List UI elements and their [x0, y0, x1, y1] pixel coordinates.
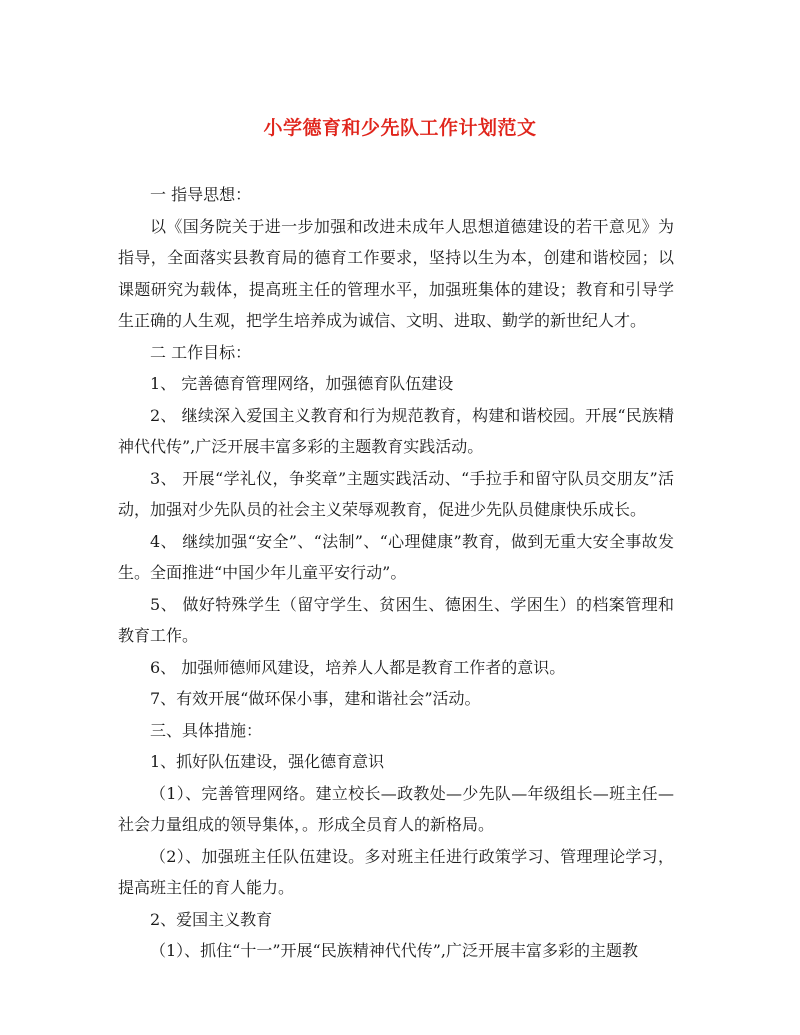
- goal-item-2: 2、 继续深入爱国主义教育和行为规范教育，构建和谐校园。开展“民族精神代代传”,广泛开展丰富多彩的主题教育实践活动。: [118, 405, 674, 456]
- document-title: 小学德育和少先队工作计划范文: [263, 117, 537, 139]
- goal-item-5: 5、 做好特殊学生（留守学生、贫困生、德困生、学困生）的档案管理和教育工作。: [118, 594, 674, 645]
- section-heading-work-goals: 二 工作目标：: [150, 342, 252, 362]
- paragraph-guiding-ideology: 以《国务院关于进一步加强和改进未成年人思想道德建设的若干意见》为指导，全面落实县教育局的德育工作要求，坚持以生为本，创建和谐校园；以课题研究为载体，提高班主任的管理水平，加强班集体的建设；教育和引导学生正确的人生观，把学生培养成为诚信、文明、进取、勤学的新世纪人才。: [118, 216, 674, 330]
- section-heading-guiding-ideology: 一 指导思想：: [150, 185, 252, 204]
- measure-heading-1: 1、抓好队伍建设，强化德育意识: [150, 752, 385, 771]
- document-body: [118, 179, 674, 967]
- measure-item-2-1: （1）、抓住“十一”开展“民族精神代代传”,广泛开展丰富多彩的主题教: [150, 941, 638, 960]
- goal-item-4: 4、 继续加强“安全”、“法制”、“心理健康”教育，做到无重大安全事故发生。全面推进“中国少年儿童平安行动”。: [118, 531, 674, 582]
- goal-item-1: 1、 完善德育管理网络，加强德育队伍建设: [150, 374, 454, 393]
- section-heading-measures: 三、具体措施：: [150, 720, 263, 740]
- goal-item-3: 3、 开展“学礼仪，争奖章”主题实践活动、“手拉手和留守队员交朋友”活动，加强对少先队员的社会主义荣辱观教育，促进少先队员健康快乐成长。: [118, 468, 674, 519]
- measure-heading-2: 2、爱国主义教育: [150, 909, 273, 929]
- measure-item-1-1: （1）、完善管理网络。建立校长—政教处—少先队—年级组长—班主任—社会力量组成的领导集体，。形成全员育人的新格局。: [118, 783, 674, 834]
- measure-item-1-2: （2）、加强班主任队伍建设。多对班主任进行政策学习、管理理论学习，提高班主任的育人能力。: [118, 846, 674, 897]
- goal-item-6: 6、 加强师德师风建设，培养人人都是教育工作者的意识。: [150, 657, 566, 677]
- goal-item-7: 7、有效开展“做环保小事，建和谐社会”活动。: [150, 689, 481, 708]
